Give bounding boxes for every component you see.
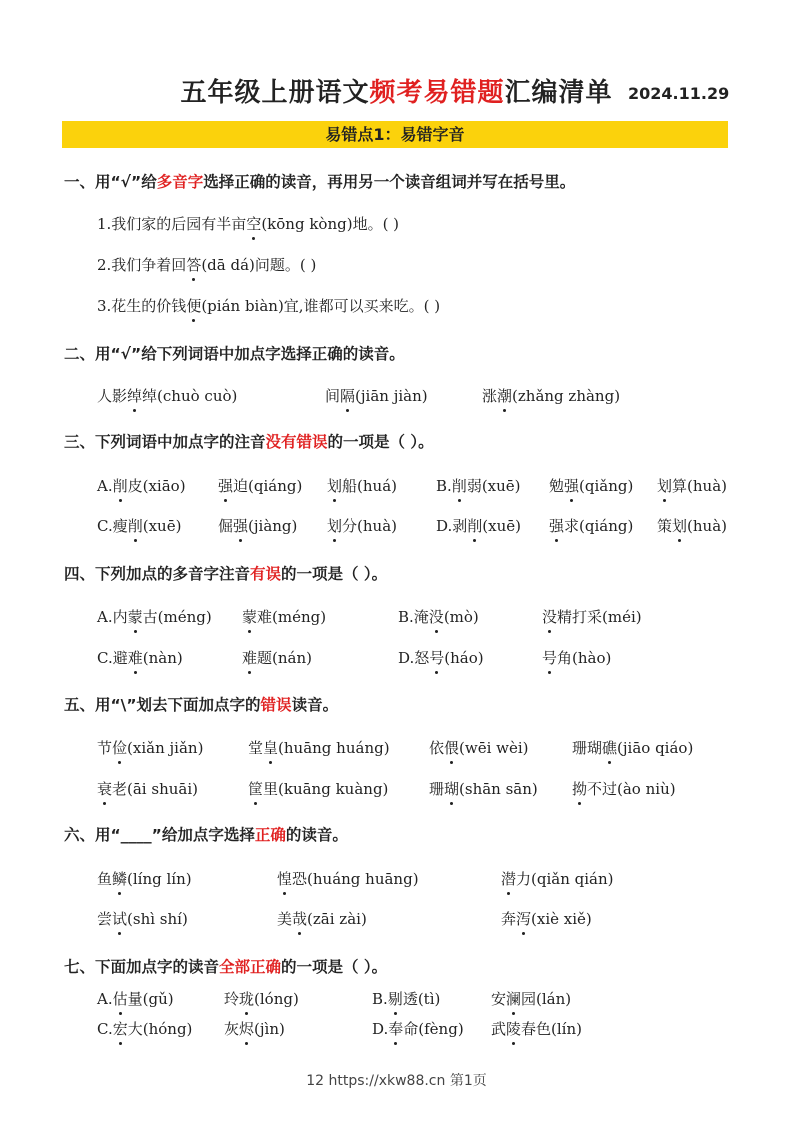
list-item: 1.我们家的后园有半亩空(kōng kòng)地。( ) xyxy=(97,215,400,233)
list-item: B.削弱(xuē) xyxy=(436,477,521,495)
list-item: 珊瑚(shān sān) xyxy=(429,780,538,798)
list-item: 依偎(wēi wèi) xyxy=(429,739,529,757)
list-item: D.奉命(fèng) xyxy=(372,1020,464,1038)
list-item: 2.我们争着回答(dā dá)问题。( ) xyxy=(97,256,317,274)
list-item: 涨潮(zhǎng zhàng) xyxy=(482,387,621,405)
list-item: 武陵春色(lín) xyxy=(491,1020,582,1038)
question-5-heading: 五、用“\”划去下面加点字的错误读音。 xyxy=(64,696,339,714)
list-item: 美哉(zāi zài) xyxy=(277,910,367,928)
list-item: 堂皇(huāng huáng) xyxy=(248,739,390,757)
list-item: 奔泻(xiè xiě) xyxy=(501,910,592,928)
list-item: 间隔(jiān jiàn) xyxy=(325,387,428,405)
list-item: 强求(qiáng) xyxy=(549,517,634,535)
list-item: 划算(huà) xyxy=(657,477,727,495)
list-item: 珊瑚礁(jiāo qiáo) xyxy=(572,739,694,757)
page-footer: 12 https://xkw88.cn 第1页 xyxy=(306,1073,487,1089)
date-label: 2024.11.29 xyxy=(628,84,730,103)
list-item: 人影绰绰(chuò cuò) xyxy=(97,387,238,405)
list-item: 勉强(qiǎng) xyxy=(549,477,634,495)
list-item: B.淹没(mò) xyxy=(398,608,479,626)
question-7-heading: 七、下面加点字的读音全部正确的一项是（ ）。 xyxy=(64,958,388,976)
question-4-heading: 四、下列加点的多音字注音有误的一项是（ ）。 xyxy=(64,565,388,583)
page-title: 五年级上册语文频考易错题汇编清单 xyxy=(180,78,613,108)
question-6-heading: 六、用“____”给加点字选择正确的读音。 xyxy=(64,826,348,844)
list-item: 策划(huà) xyxy=(657,517,727,535)
list-item: 没精打采(méi) xyxy=(542,608,642,626)
list-item: 强迫(qiáng) xyxy=(218,477,303,495)
list-item: A.估量(gǔ) xyxy=(97,990,174,1008)
list-item: 惶恐(huáng huāng) xyxy=(277,870,419,888)
list-item: 划分(huà) xyxy=(327,517,397,535)
list-item: 衰老(āi shuāi) xyxy=(97,780,198,798)
list-item: C.避难(nàn) xyxy=(97,649,183,667)
list-item: 潜力(qiǎn qián) xyxy=(501,870,614,888)
list-item: 灰烬(jìn) xyxy=(224,1020,285,1038)
question-2-heading: 二、用“√”给下列词语中加点字选择正确的读音。 xyxy=(64,345,405,363)
list-item: 蒙难(méng) xyxy=(242,608,327,626)
list-item: D.剥削(xuē) xyxy=(436,517,521,535)
list-item: 拗不过(ào niù) xyxy=(572,780,676,798)
list-item: 筐里(kuāng kuàng) xyxy=(248,780,389,798)
list-item: 3.花生的价钱便(pián biàn)宜,谁都可以买来吃。( ) xyxy=(97,297,441,315)
list-item: C.宏大(hóng) xyxy=(97,1020,193,1038)
list-item: A.削皮(xiāo) xyxy=(97,477,186,495)
list-item: 玲珑(lóng) xyxy=(224,990,299,1008)
question-3-heading: 三、下列词语中加点字的注音没有错误的一项是（ ）。 xyxy=(64,433,434,451)
list-item: 倔强(jiàng) xyxy=(218,517,298,535)
list-item: C.瘦削(xuē) xyxy=(97,517,182,535)
list-item: A.内蒙古(méng) xyxy=(97,608,212,626)
list-item: B.剔透(tì) xyxy=(372,990,441,1008)
list-item: 鱼鳞(líng lín) xyxy=(97,870,192,888)
question-1-heading: 一、用“√”给多音字选择正确的读音，再用另一个读音组词并写在括号里。 xyxy=(64,173,576,191)
list-item: D.怒号(háo) xyxy=(398,649,484,667)
list-item: 节俭(xiǎn jiǎn) xyxy=(97,739,204,757)
list-item: 号角(hào) xyxy=(542,649,612,667)
list-item: 划船(huá) xyxy=(327,477,397,495)
list-item: 尝试(shì shí) xyxy=(97,910,188,928)
list-item: 难题(nán) xyxy=(242,649,312,667)
section-banner: 易错点1：易错字音 xyxy=(62,121,728,148)
list-item: 安澜园(lán) xyxy=(491,990,572,1008)
